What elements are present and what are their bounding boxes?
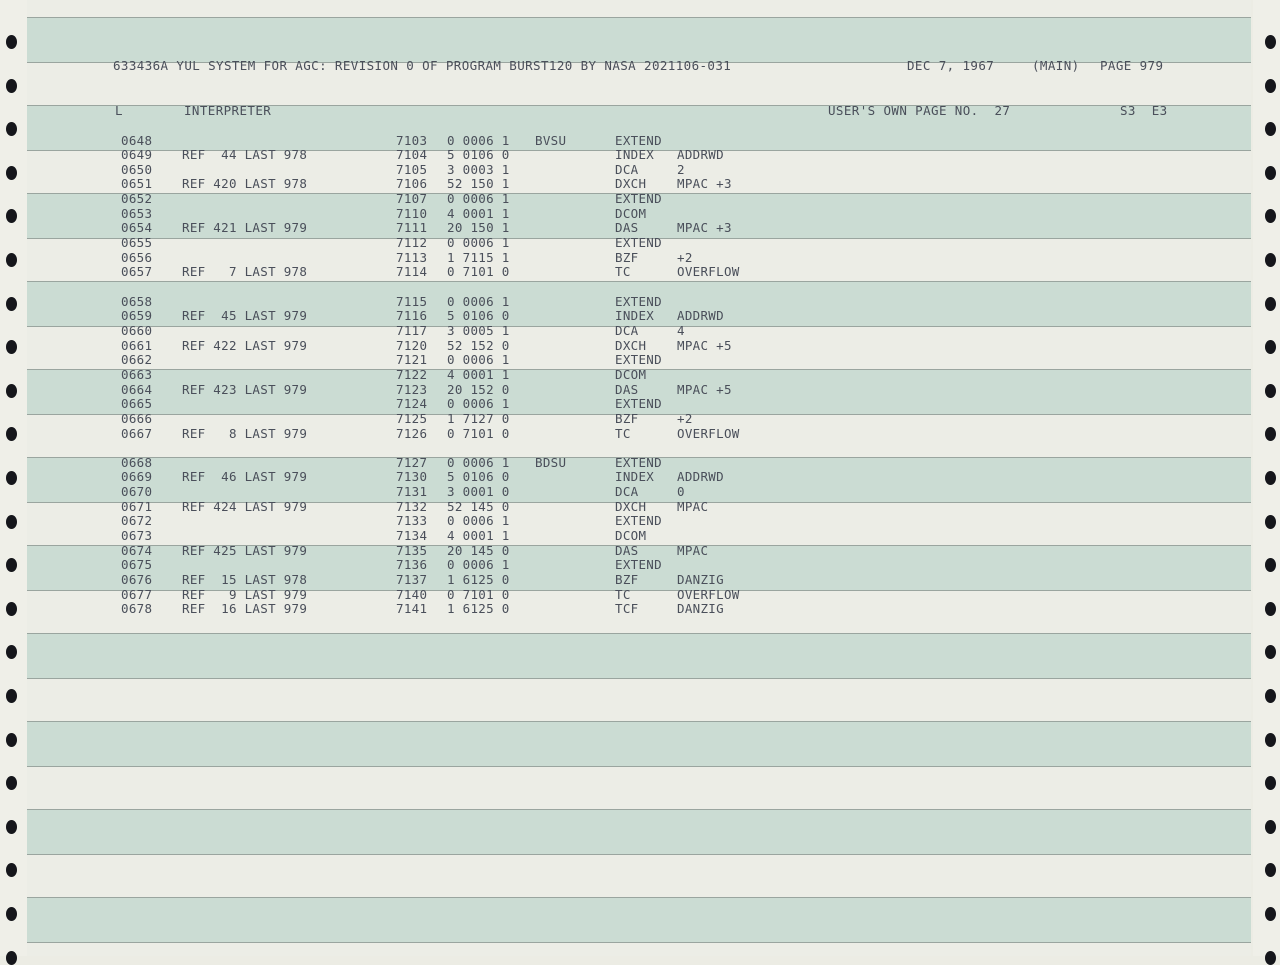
operand: 0	[677, 484, 685, 500]
left-feed-hole	[6, 35, 17, 49]
listing-row	[0, 192, 1280, 207]
octal-word: 52 150 1	[447, 176, 510, 192]
line-number: 0651	[121, 176, 153, 192]
line-number: 0656	[121, 249, 153, 265]
address: 7132	[396, 498, 428, 514]
address: 7126	[396, 425, 428, 441]
opcode: TC	[615, 425, 631, 441]
address: 7107	[396, 191, 428, 207]
opcode: DAS	[615, 381, 639, 397]
listing-row	[0, 427, 1280, 442]
opcode: EXTEND	[615, 293, 662, 309]
octal-word: 4 0001 1	[447, 366, 510, 382]
listing-row	[0, 207, 1280, 222]
address: 7125	[396, 410, 428, 426]
reference: REF 423 LAST 979	[182, 381, 308, 397]
line-number: 0669	[121, 469, 153, 485]
opcode: EXTEND	[615, 352, 662, 368]
address: 7103	[396, 132, 428, 148]
octal-word: 4 0001 1	[447, 528, 510, 544]
octal-word: 0 0006 1	[447, 293, 510, 309]
left-feed-hole	[6, 820, 17, 834]
opcode: DCOM	[615, 205, 647, 221]
listing-row	[0, 441, 1280, 456]
listing-row	[0, 295, 1280, 310]
operand: DANZIG	[677, 601, 724, 617]
octal-word: 3 0005 1	[447, 322, 510, 338]
reference: REF 422 LAST 979	[182, 337, 308, 353]
bank-codes: S3 E3	[1120, 103, 1168, 118]
line-number: 0666	[121, 410, 153, 426]
octal-word: 52 145 0	[447, 498, 510, 514]
listing-row	[0, 500, 1280, 515]
reference: REF 45 LAST 979	[182, 308, 308, 324]
listing-row	[0, 529, 1280, 544]
listing-row	[0, 573, 1280, 588]
listing-row	[0, 588, 1280, 603]
opcode: TCF	[615, 601, 639, 617]
opcode: DCOM	[615, 366, 647, 382]
reference: REF 16 LAST 979	[182, 601, 308, 617]
octal-word: 1 6125 0	[447, 601, 510, 617]
opcode: DAS	[615, 542, 639, 558]
address: 7115	[396, 293, 428, 309]
address: 7121	[396, 352, 428, 368]
operand: 2	[677, 161, 685, 177]
opcode: BZF	[615, 410, 639, 426]
line-number: 0652	[121, 191, 153, 207]
listing-row	[0, 368, 1280, 383]
reference: REF 8 LAST 979	[182, 425, 308, 441]
listing-row	[0, 412, 1280, 427]
listing-date: DEC 7, 1967	[907, 58, 995, 73]
line-number: 0659	[121, 308, 153, 324]
operand: OVERFLOW	[677, 425, 740, 441]
octal-word: 5 0106 0	[447, 308, 510, 324]
address: 7117	[396, 322, 428, 338]
operand: 4	[677, 322, 685, 338]
opcode: EXTEND	[615, 396, 662, 412]
right-feed-hole	[1265, 733, 1276, 747]
listing-row	[0, 602, 1280, 617]
operand: +2	[677, 410, 693, 426]
address: 7114	[396, 264, 428, 280]
octal-word: 1 7115 1	[447, 249, 510, 265]
octal-word: 1 6125 0	[447, 572, 510, 587]
address: 7104	[396, 147, 428, 163]
octal-word: 1 7127 0	[447, 410, 510, 426]
listing-row	[0, 456, 1280, 471]
octal-word: 3 0003 1	[447, 161, 510, 177]
opcode: EXTEND	[615, 235, 662, 251]
line-number: 0667	[121, 425, 153, 441]
address: 7137	[396, 572, 428, 587]
listing-row	[0, 251, 1280, 266]
user-page-number: USER'S OWN PAGE NO. 27	[828, 103, 1011, 118]
green-band	[27, 17, 1251, 63]
address: 7112	[396, 235, 428, 251]
opcode: EXTEND	[615, 454, 662, 470]
opcode: DCOM	[615, 528, 647, 544]
address: 7124	[396, 396, 428, 412]
operand: ADDRWD	[677, 308, 724, 324]
right-feed-hole	[1265, 907, 1276, 921]
opcode: INDEX	[615, 308, 655, 324]
opcode: EXTEND	[615, 191, 662, 207]
octal-word: 5 0106 0	[447, 147, 510, 163]
operand: MPAC +5	[677, 381, 732, 397]
address: 7111	[396, 220, 428, 236]
listing-row	[0, 163, 1280, 178]
left-feed-hole	[6, 951, 17, 965]
listing-row	[0, 324, 1280, 339]
octal-word: 20 152 0	[447, 381, 510, 397]
listing-row	[0, 514, 1280, 529]
listing-row	[0, 544, 1280, 559]
operand: OVERFLOW	[677, 586, 740, 602]
octal-word: 0 7101 0	[447, 425, 510, 441]
listing-title: 633436A YUL SYSTEM FOR AGC: REVISION 0 OF PROGRAM BURST120 BY NASA 2021106-031	[113, 58, 732, 73]
octal-word: 0 0006 1	[447, 513, 510, 529]
line-number: 0670	[121, 484, 153, 500]
listing-row	[0, 236, 1280, 251]
octal-word: 0 7101 0	[447, 586, 510, 602]
listing-row	[0, 397, 1280, 412]
line-number: 0648	[121, 132, 153, 148]
octal-word: 0 0006 1	[447, 191, 510, 207]
opcode: INDEX	[615, 147, 655, 163]
octal-word: 52 152 0	[447, 337, 510, 353]
listing-row	[0, 265, 1280, 280]
listing-row	[0, 558, 1280, 573]
listing-row	[0, 148, 1280, 163]
operand: MPAC	[677, 498, 709, 514]
right-feed-hole	[1265, 35, 1276, 49]
reference: REF 15 LAST 978	[182, 572, 308, 587]
address: 7134	[396, 528, 428, 544]
octal-word: 3 0001 0	[447, 484, 510, 500]
right-feed-hole	[1265, 79, 1276, 93]
reference: REF 425 LAST 979	[182, 542, 308, 558]
line-number: 0672	[121, 513, 153, 529]
left-feed-hole	[6, 733, 17, 747]
opcode: DCA	[615, 161, 639, 177]
line-number: 0654	[121, 220, 153, 236]
opcode: TC	[615, 264, 631, 280]
reference: REF 9 LAST 979	[182, 586, 308, 602]
operand: MPAC	[677, 542, 709, 558]
octal-word: 5 0106 0	[447, 469, 510, 485]
operand: +2	[677, 249, 693, 265]
address: 7105	[396, 161, 428, 177]
octal-word: 4 0001 1	[447, 205, 510, 221]
listing-row	[0, 280, 1280, 295]
octal-word: 0 0006 1	[447, 235, 510, 251]
operand: MPAC +5	[677, 337, 732, 353]
log-column-header: L	[115, 103, 123, 118]
address: 7127	[396, 454, 428, 470]
address: 7140	[396, 586, 428, 602]
right-feed-hole	[1265, 951, 1276, 965]
listing-row	[0, 134, 1280, 149]
line-number: 0653	[121, 205, 153, 221]
address: 7135	[396, 542, 428, 558]
listing-row	[0, 309, 1280, 324]
octal-word: 0 0006 1	[447, 132, 510, 148]
line-number: 0650	[121, 161, 153, 177]
address: 7141	[396, 601, 428, 617]
line-number: 0674	[121, 542, 153, 558]
green-band	[27, 633, 1251, 679]
octal-word: 0 0006 1	[447, 396, 510, 412]
opcode: DXCH	[615, 337, 647, 353]
label: BDSU	[535, 454, 567, 470]
octal-word: 0 7101 0	[447, 264, 510, 280]
address: 7136	[396, 557, 428, 573]
green-band	[27, 897, 1251, 943]
right-feed-hole	[1265, 820, 1276, 834]
address: 7110	[396, 205, 428, 221]
opcode: DXCH	[615, 176, 647, 192]
line-number: 0649	[121, 147, 153, 163]
line-number: 0677	[121, 586, 153, 602]
octal-word: 0 0006 1	[447, 557, 510, 573]
line-number: 0661	[121, 337, 153, 353]
line-number: 0663	[121, 366, 153, 382]
line-number: 0664	[121, 381, 153, 397]
opcode: DCA	[615, 484, 639, 500]
section-title: INTERPRETER	[184, 103, 272, 118]
reference: REF 7 LAST 978	[182, 264, 308, 280]
reference: REF 44 LAST 978	[182, 147, 308, 163]
line-number: 0675	[121, 557, 153, 573]
opcode: BZF	[615, 249, 639, 265]
address: 7106	[396, 176, 428, 192]
line-number: 0658	[121, 293, 153, 309]
operand: MPAC +3	[677, 220, 732, 236]
green-band	[27, 721, 1251, 767]
listing-row	[0, 221, 1280, 236]
opcode: DAS	[615, 220, 639, 236]
left-feed-hole	[6, 79, 17, 93]
address: 7133	[396, 513, 428, 529]
line-number: 0673	[121, 528, 153, 544]
operand: OVERFLOW	[677, 264, 740, 280]
address: 7120	[396, 337, 428, 353]
line-number: 0662	[121, 352, 153, 368]
octal-word: 20 150 1	[447, 220, 510, 236]
octal-word: 20 145 0	[447, 542, 510, 558]
listing-row	[0, 485, 1280, 500]
reference: REF 420 LAST 978	[182, 176, 308, 192]
operand: DANZIG	[677, 572, 724, 587]
reference: REF 424 LAST 979	[182, 498, 308, 514]
right-feed-hole	[1265, 689, 1276, 703]
octal-word: 0 0006 1	[447, 352, 510, 368]
listing-row	[0, 177, 1280, 192]
listing-main-tag: (MAIN)	[1032, 58, 1080, 73]
address: 7116	[396, 308, 428, 324]
opcode: DXCH	[615, 498, 647, 514]
line-number: 0657	[121, 264, 153, 280]
line-number: 0676	[121, 572, 153, 587]
listing-page-number: PAGE 979	[1100, 58, 1164, 73]
line-number: 0671	[121, 498, 153, 514]
label: BVSU	[535, 132, 567, 148]
opcode: EXTEND	[615, 513, 662, 529]
address: 7113	[396, 249, 428, 265]
operand: ADDRWD	[677, 147, 724, 163]
opcode: INDEX	[615, 469, 655, 485]
line-number: 0655	[121, 235, 153, 251]
listing-row	[0, 470, 1280, 485]
line-number: 0665	[121, 396, 153, 412]
left-feed-hole	[6, 907, 17, 921]
opcode: BZF	[615, 572, 639, 587]
address: 7130	[396, 469, 428, 485]
opcode: TC	[615, 586, 631, 602]
opcode: EXTEND	[615, 132, 662, 148]
left-feed-hole	[6, 689, 17, 703]
operand: ADDRWD	[677, 469, 724, 485]
line-number: 0668	[121, 454, 153, 470]
address: 7131	[396, 484, 428, 500]
listing-row	[0, 383, 1280, 398]
line-number: 0678	[121, 601, 153, 617]
reference: REF 421 LAST 979	[182, 220, 308, 236]
reference: REF 46 LAST 979	[182, 469, 308, 485]
line-number: 0660	[121, 322, 153, 338]
operand: MPAC +3	[677, 176, 732, 192]
address: 7122	[396, 366, 428, 382]
green-band	[27, 809, 1251, 855]
address: 7123	[396, 381, 428, 397]
opcode: DCA	[615, 322, 639, 338]
listing-row	[0, 353, 1280, 368]
opcode: EXTEND	[615, 557, 662, 573]
listing-row	[0, 339, 1280, 354]
octal-word: 0 0006 1	[447, 454, 510, 470]
